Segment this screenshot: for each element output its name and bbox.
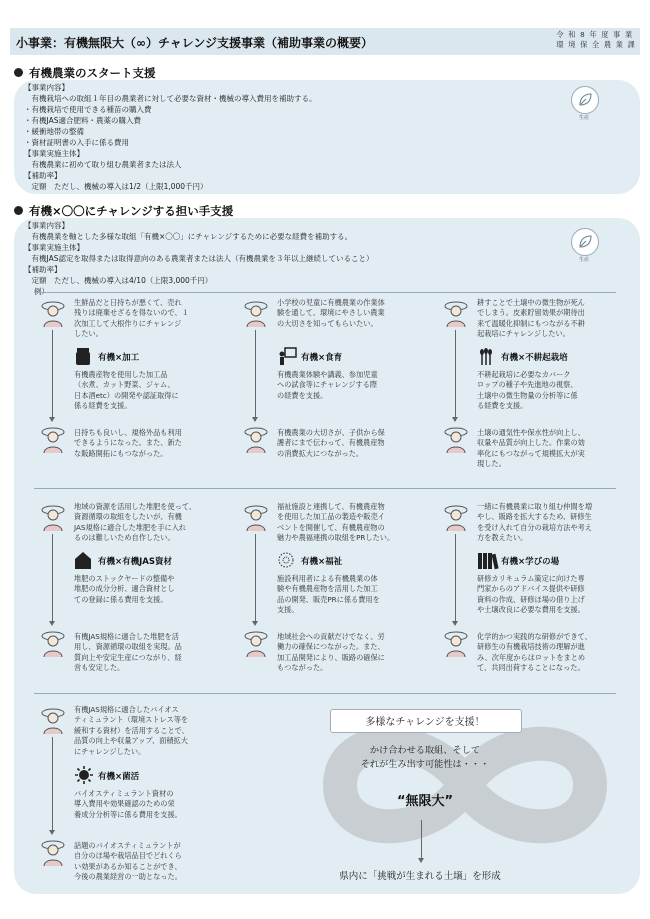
farmer-icon bbox=[40, 424, 66, 454]
support-line: ての登録に係る費用を支援。 bbox=[74, 594, 168, 604]
support-line: 施設利用者による有機農業の体 bbox=[277, 574, 378, 583]
wheat-icon bbox=[477, 346, 495, 366]
flow-arrow-head bbox=[49, 417, 55, 422]
before-line: 耕すことで土壌中の微生物が死ん bbox=[477, 298, 585, 307]
before-line: 魅力や農福連携の取組をPRしたい。 bbox=[277, 533, 395, 543]
after-line: 有機農業の大切さが、子供から保 bbox=[277, 428, 385, 437]
fiscal-year: 令 和 8 年 度 事 業 bbox=[556, 30, 634, 39]
farmer-icon bbox=[443, 424, 469, 454]
support-line: 品の開発、販売PRに係る費用を bbox=[277, 594, 380, 604]
farmer-icon bbox=[443, 628, 469, 658]
before-line: 福祉施設と連携して、有機農産物 bbox=[277, 502, 385, 511]
body-line: 【事業実施主体】 bbox=[24, 149, 84, 158]
before-line: 緩和する資材）を活用することで、 bbox=[74, 725, 189, 735]
after-line: 用し、資源循環の取組を実現。品 bbox=[74, 642, 182, 652]
row-divider bbox=[34, 292, 616, 293]
after-line: 化学的かつ実践的な研修ができて、 bbox=[477, 632, 592, 641]
section2-heading: 有機×〇〇にチャレンジする担い手支援 bbox=[14, 203, 233, 219]
support-line: の経費を支援。 bbox=[277, 390, 328, 400]
flow-arrow-head bbox=[452, 417, 458, 422]
support-line: 養成分分析等に係る費用を支援。 bbox=[74, 809, 182, 819]
farmer-icon bbox=[443, 298, 469, 328]
before-line: ティミュラント（環境ストレス等を bbox=[74, 715, 189, 725]
before-line: 起栽培にチャレンジしたい。 bbox=[477, 329, 570, 339]
body-line: 【事業内容】 bbox=[24, 221, 69, 230]
case-before bbox=[277, 298, 385, 329]
case-after bbox=[477, 428, 585, 470]
case-title: 有機×加工 bbox=[98, 353, 140, 363]
after-line: 研修生の有機栽培技術の理解が進 bbox=[477, 642, 585, 652]
after-line: な販路開拓にもつながった。 bbox=[74, 448, 168, 458]
case-card-kinkatsu bbox=[40, 705, 236, 890]
case-after bbox=[277, 632, 385, 674]
case-after bbox=[74, 841, 182, 883]
section1-body bbox=[24, 82, 317, 192]
case-before bbox=[74, 298, 189, 340]
case-title: 有機×菌活 bbox=[98, 772, 140, 782]
support-line: 研修カリキュラム策定に向けた専 bbox=[477, 574, 585, 583]
body-line: 有機農業に初めて取り組む農業者または法人 bbox=[24, 160, 182, 169]
after-line: 質向上や安定生産につながり、経 bbox=[74, 652, 182, 662]
jar-icon bbox=[74, 346, 92, 366]
after-line: 日持ちも良いし、規格外品も利用 bbox=[74, 428, 182, 437]
body-line: 【事業内容】 bbox=[24, 83, 69, 92]
case-card-manabi bbox=[443, 502, 639, 687]
flow-arrow-line bbox=[52, 737, 53, 831]
after-line: 収量や品質が向上した。作業の効 bbox=[477, 438, 585, 448]
before-line: 有機JAS規格に適合したバイオス bbox=[74, 705, 179, 714]
case-after bbox=[477, 632, 592, 674]
case-after bbox=[74, 632, 182, 674]
case-after bbox=[74, 428, 182, 459]
flow-arrow-line bbox=[52, 534, 53, 622]
leaf-icon-caption: 生産 bbox=[578, 115, 589, 121]
body-line: 定額 ただし、機械の導入は4/10（上限3,000千円） bbox=[24, 276, 213, 285]
leaf-icon-caption: 生産 bbox=[578, 257, 589, 263]
house-icon bbox=[74, 550, 92, 570]
before-line: の大切さを知ってもらいたい。 bbox=[277, 318, 378, 328]
before-line: 来て温暖化抑制にもつながる不耕 bbox=[477, 318, 585, 328]
case-before bbox=[74, 705, 189, 757]
case-support bbox=[277, 370, 378, 401]
before-line: 小学校の児童に有機農業の作業体 bbox=[277, 298, 385, 307]
row-divider bbox=[34, 488, 616, 489]
before-line: 残りは廃棄せざるを得ないので、１ bbox=[74, 308, 189, 318]
case-before bbox=[477, 502, 592, 544]
farmer-icon bbox=[40, 298, 66, 328]
before-line: 方を教えたい。 bbox=[477, 533, 528, 543]
flow-arrow-head bbox=[452, 621, 458, 626]
before-line: 資源循環の取組をしたいが、有機 bbox=[74, 512, 182, 522]
flow-arrow-line bbox=[455, 534, 456, 622]
support-line: や土壌改良に必要な費用を支援。 bbox=[477, 605, 585, 615]
after-line: 営も安定した。 bbox=[74, 663, 125, 673]
body-line: ・有機JAS適合肥料・農薬の購入費 bbox=[24, 116, 141, 125]
lead-text: 多様なチャレンジを支援！ bbox=[365, 717, 485, 728]
farmer-icon bbox=[243, 424, 269, 454]
before-line: でしまう。皮素貯留効果が期待出 bbox=[477, 308, 585, 318]
flow-arrow-head bbox=[49, 830, 55, 835]
case-title: 有機×不耕起栽培 bbox=[501, 353, 568, 363]
case-card-kako bbox=[40, 298, 236, 483]
conclusion-arrow-head bbox=[418, 858, 424, 863]
case-after bbox=[277, 428, 385, 459]
body-line: 【補助率】 bbox=[24, 171, 62, 180]
support-line: 導入費用や効果確認のための栄 bbox=[74, 799, 175, 809]
case-support bbox=[477, 574, 585, 616]
before-line: を使用した加工品の製造や販売イ bbox=[277, 512, 385, 522]
after-line: 土壌の通気性や保水性が向上し、 bbox=[477, 428, 585, 437]
before-line: ベントを開催して、有機農産物の bbox=[277, 522, 385, 532]
after-line: 働力の確保につながった。また、 bbox=[277, 642, 385, 652]
flow-arrow-line bbox=[255, 534, 256, 622]
support-line: 門家からのアドバイス提供や研修 bbox=[477, 584, 585, 594]
dots-circle-icon bbox=[277, 550, 295, 570]
department: 環 境 保 全 農 業 課 bbox=[556, 40, 636, 49]
farmer-icon bbox=[40, 837, 66, 867]
after-line: い効果があるか知ることができ、 bbox=[74, 861, 182, 871]
body-line: 有機栽培への取組１年目の農業者に対して必要な資材・機械の導入費用を補助する。 bbox=[24, 94, 317, 103]
before-line: したい。 bbox=[74, 329, 103, 339]
after-line: 有機JAS規格に適合した堆肥を活 bbox=[74, 632, 179, 641]
after-line: もつながった。 bbox=[277, 663, 328, 673]
support-line: る経費を支援。 bbox=[477, 401, 528, 411]
case-card-fukoki bbox=[443, 298, 639, 483]
teacher-icon bbox=[277, 346, 297, 366]
after-line: て、共同出荷することになった。 bbox=[477, 663, 585, 673]
support-line: 験や有機農産物を活用した加工 bbox=[277, 584, 378, 594]
section1-heading: 有機農業のスタート支援 bbox=[14, 65, 156, 81]
before-line: を受け入れて自分の栽培方法や考え bbox=[477, 522, 593, 532]
support-line: 日本酒etc）の開発や認証取得に bbox=[74, 390, 179, 400]
books-icon bbox=[477, 550, 499, 570]
case-support bbox=[74, 370, 179, 412]
farmer-icon bbox=[243, 502, 269, 532]
org-info bbox=[556, 30, 636, 50]
conclusion-text: 県内に「挑戦が生まれる土壌」を形成 bbox=[339, 871, 501, 882]
germ-icon bbox=[74, 765, 94, 785]
flow-arrow-line bbox=[255, 330, 256, 418]
before-line: 生鮮品だと日持ちが悪くて、売れ bbox=[74, 298, 182, 307]
support-line: ロップの種子や先進地の視察、 bbox=[477, 380, 578, 390]
before-line: にチャレンジしたい。 bbox=[74, 746, 146, 756]
row-divider bbox=[34, 693, 616, 694]
page-title: 小事業：有機無限大（∞）チャレンジ支援事業（補助事業の概要） bbox=[16, 36, 374, 50]
flow-arrow-line bbox=[455, 330, 456, 418]
before-line: 験を通して、環境にやさしい農業 bbox=[277, 308, 385, 318]
support-line: 支援。 bbox=[277, 605, 299, 615]
farmer-icon bbox=[243, 628, 269, 658]
support-line: 土壌中の微生物量の分析等に係 bbox=[477, 390, 578, 400]
after-line: 護者にまで伝わって、有機農産物 bbox=[277, 438, 385, 448]
after-line: 今後の農業経営の一助となった。 bbox=[74, 872, 182, 882]
support-line: 係る経費を支援。 bbox=[74, 401, 132, 411]
support-line: への試食等にチャレンジする際 bbox=[277, 380, 378, 390]
body-line: 【補助率】 bbox=[24, 265, 62, 274]
after-line: 地域社会への貢献だけでなく、労 bbox=[277, 632, 385, 641]
farmer-icon bbox=[443, 502, 469, 532]
leaf-icon bbox=[571, 86, 599, 114]
case-title: 有機×食育 bbox=[301, 353, 343, 363]
case-title: 有機×学びの場 bbox=[501, 557, 560, 567]
farmer-icon bbox=[40, 705, 66, 735]
farmer-icon bbox=[40, 628, 66, 658]
case-title: 有機×福祉 bbox=[301, 557, 343, 567]
after-line: できるようになった。また、新た bbox=[74, 438, 182, 448]
body-line: 有機農業を軸とした多様な取組「有機×〇〇」にチャレンジするために必要な経費を補助する。 bbox=[24, 232, 353, 241]
support-line: （水煮、カット野菜、ジャム、 bbox=[74, 380, 175, 390]
section2-body bbox=[24, 220, 373, 286]
support-line: バイオスティミュラント資材の bbox=[74, 789, 174, 798]
body-line: 有機JAS認定を取得または取得意向のある農業者または法人（有機農業を３年以上継続していること） bbox=[24, 254, 374, 263]
after-line: み、次年度からはロットをまとめ bbox=[477, 652, 586, 662]
case-before bbox=[477, 298, 585, 340]
case-support bbox=[477, 370, 578, 412]
flow-arrow-head bbox=[252, 417, 258, 422]
before-line: JAS規格に適合した堆肥を手に入れ bbox=[74, 522, 187, 532]
flow-arrow-head bbox=[49, 621, 55, 626]
before-line: やし、販路を拡大するため、研修生 bbox=[477, 512, 592, 522]
leaf-icon bbox=[571, 228, 599, 256]
infinity-line2: それが生み出す可能性は・・・ bbox=[360, 759, 490, 770]
infinity-keyword: “無限大” bbox=[396, 794, 454, 809]
case-support bbox=[74, 789, 182, 820]
case-support bbox=[277, 574, 380, 616]
case-title: 有機×有機JAS資材 bbox=[98, 557, 172, 567]
body-line: ・有機栽培で使用できる種苗の購入費 bbox=[24, 105, 152, 114]
farmer-icon bbox=[243, 298, 269, 328]
case-support bbox=[74, 574, 175, 605]
conclusion-arrow-line bbox=[421, 820, 422, 860]
flow-arrow-head bbox=[252, 621, 258, 626]
after-line: 自分のほ場や栽培品目でどれくら bbox=[74, 851, 182, 861]
before-line: 品質の向上や収量アップ、面積拡大 bbox=[74, 736, 188, 746]
before-line: るのは難しいため自作したい。 bbox=[74, 533, 175, 543]
body-line: 【事業実施主体】 bbox=[24, 243, 84, 252]
after-line: 率化にもつながって規模拡大が実 bbox=[477, 448, 585, 458]
case-card-fukushi bbox=[243, 502, 439, 687]
case-before bbox=[74, 502, 196, 544]
flow-arrow-line bbox=[52, 330, 53, 418]
farmer-icon bbox=[40, 502, 66, 532]
body-line: ・緩衝地帯の整備 bbox=[24, 127, 84, 136]
infinity-line1: かけ合わせる取組、そして bbox=[369, 745, 481, 756]
support-line: 資料の作成、研修ほ場の借り上げ bbox=[477, 594, 585, 604]
support-line: 堆肥のストックヤードの整備や bbox=[74, 574, 175, 583]
support-line: 不耕起栽培に必要なカバーク bbox=[477, 370, 571, 379]
before-line: 一緒に有機農業に取り組む仲間を増 bbox=[477, 502, 593, 511]
case-card-shizai bbox=[40, 502, 236, 687]
support-line: 堆肥の成分分析、適合資材とし bbox=[74, 584, 175, 594]
body-line: 定額 ただし、機械の導入は1/2（上限1,000千円） bbox=[24, 182, 208, 191]
before-line: 地域の資源を活用した堆肥を使って、 bbox=[74, 502, 197, 511]
after-line: 現した。 bbox=[477, 459, 506, 469]
before-line: 次加工して大根作りにチャレンジ bbox=[74, 318, 182, 328]
after-line: 話題のバイオスティミュラントが bbox=[74, 841, 181, 850]
case-before bbox=[277, 502, 394, 544]
support-line: 有機農業体験や講義、参加児童 bbox=[277, 370, 378, 379]
after-line: の消費拡大につながった。 bbox=[277, 448, 364, 458]
after-line: 加工品開発により、販路の確保に bbox=[277, 652, 385, 662]
example-label: 例） bbox=[34, 287, 49, 296]
case-card-shokuiku bbox=[243, 298, 439, 483]
support-line: 有機農産物を使用した加工品 bbox=[74, 370, 168, 379]
body-line: ・資材証明書の入手に係る費用 bbox=[24, 138, 129, 147]
